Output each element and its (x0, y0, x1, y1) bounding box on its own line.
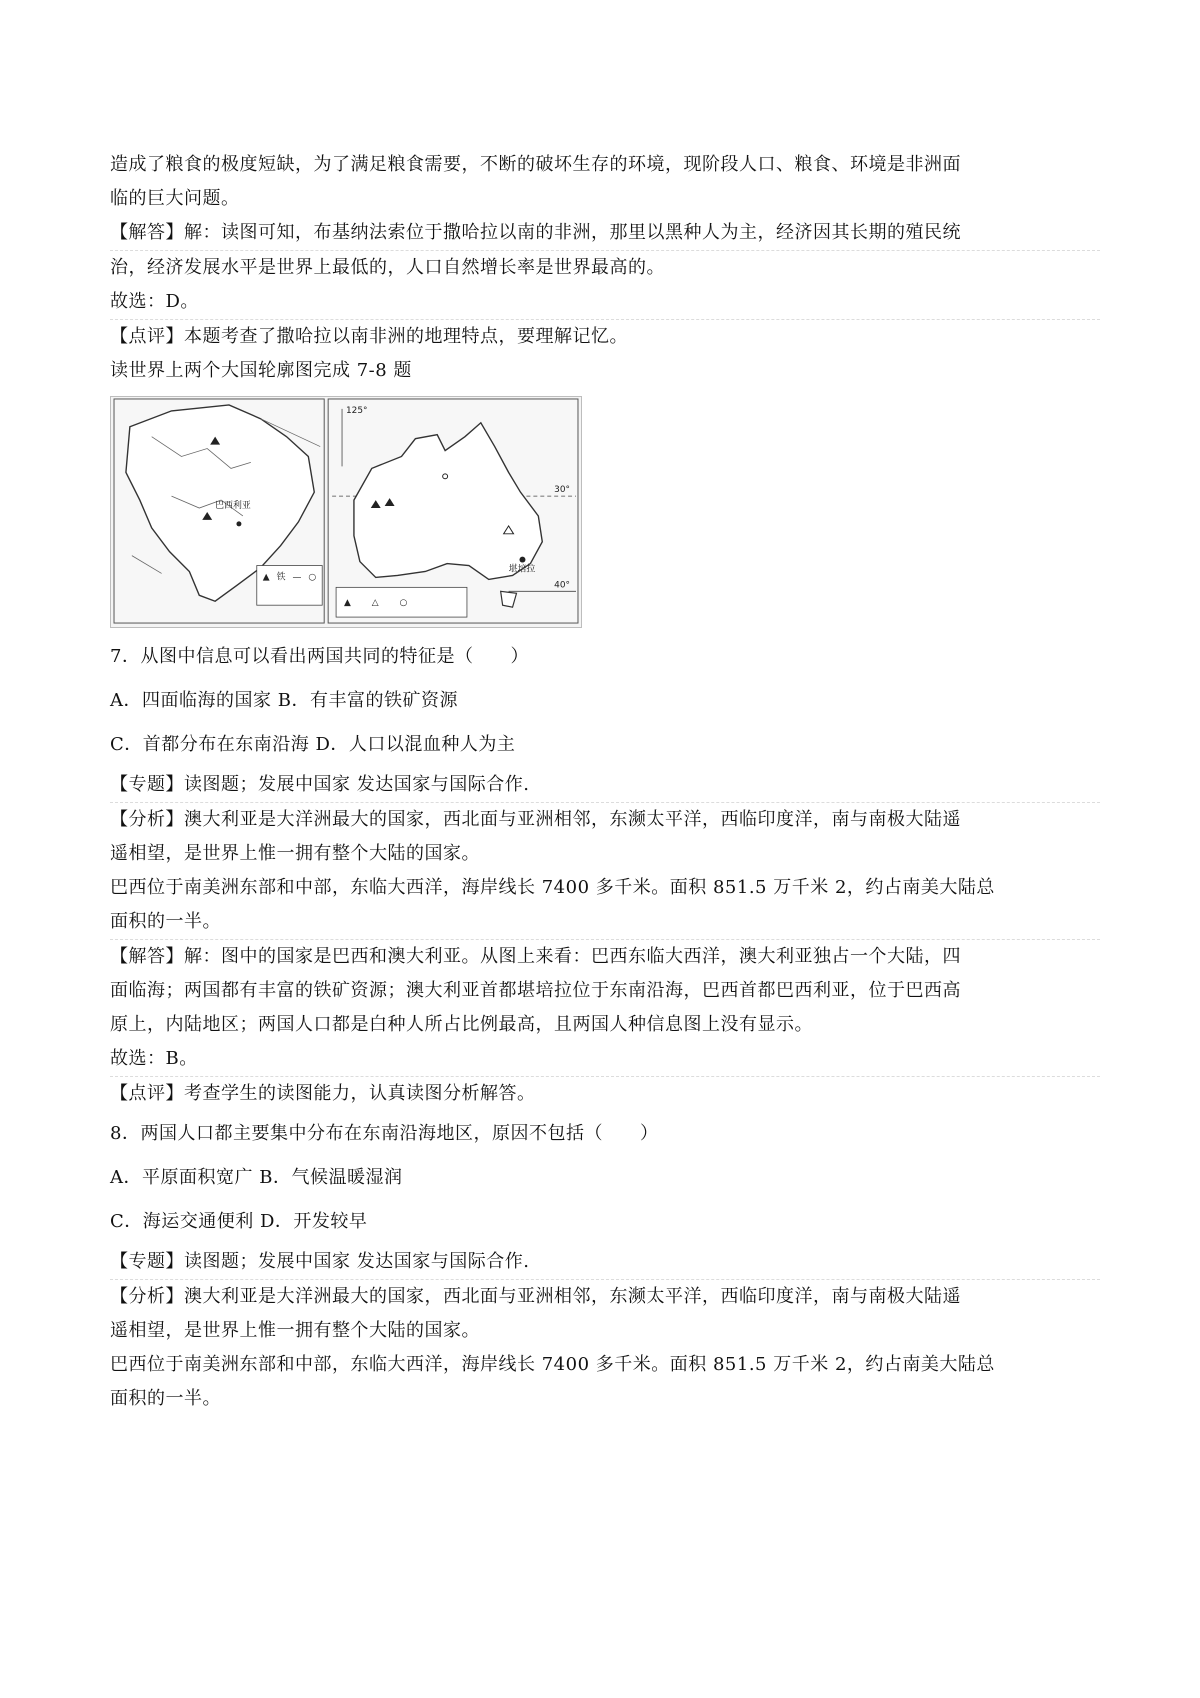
brazil-legend-city-symbol: ○ (308, 572, 317, 583)
question-7-answer: 原上，内陆地区；两国人口都是白种人所占比例最高，且两国人种信息图上没有显示。 (110, 1014, 813, 1035)
country-outline-maps (110, 396, 582, 628)
question-7-topic: 【专题】读图题；发展中国家 发达国家与国际合作. (110, 768, 1100, 803)
question-8-analysis: 面积的一半。 (110, 1388, 221, 1409)
question-7-comment: 【点评】考查学生的读图能力，认真读图分析解答。 (110, 1083, 536, 1104)
question-7-stem: 7．从图中信息可以看出两国共同的特征是（ ） (110, 646, 529, 667)
latitude-30-label: 30° (554, 485, 570, 496)
question-8-analysis: 【分析】澳大利亚是大洋洲最大的国家，西北面与亚洲相邻，东濒太平洋，西临印度洋，南与南极大陆遥 (110, 1286, 961, 1307)
comment-line: 【点评】本题考查了撒哈拉以南非洲的地理特点，要理解记忆。 (110, 326, 628, 347)
question-8-analysis: 巴西位于南美洲东部和中部，东临大西洋，海岸线长 7400 多千米。面积 851.5 万千米 2，约占南美大陆总 (110, 1354, 995, 1375)
latitude-40-label: 40° (554, 580, 570, 591)
question-7-answer: 【解答】解：图中的国家是巴西和澳大利亚。从图上来看：巴西东临大西洋，澳大利亚独占一个大陆，四 (110, 946, 961, 967)
choice-line: 故选：D。 (110, 285, 1100, 320)
brazil-capital-label: 巴西利亚 (215, 501, 251, 512)
answer-line: 治，经济发展水平是世界上最低的，人口自然增长率是世界最高的。 (110, 257, 665, 278)
question-7-analysis: 【分析】澳大利亚是大洋洲最大的国家，西北面与亚洲相邻，东濒太平洋，西临印度洋，南与南极大陆遥 (110, 809, 961, 830)
question-7-choice: 故选：B。 (110, 1042, 1100, 1077)
brazil-legend-iron-label: 铁 (276, 572, 286, 583)
question-7-analysis: 遥相望，是世界上惟一拥有整个大陆的国家。 (110, 843, 480, 864)
brazil-legend-line-symbol: — (292, 572, 302, 583)
question-8-stem: 8．两国人口都主要集中分布在东南沿海地区，原因不包括（ ） (110, 1123, 659, 1144)
question-7-analysis: 面积的一半。 (110, 905, 1100, 940)
brazil-map (114, 399, 324, 623)
australia-capital-label: 堪培拉 (508, 564, 536, 575)
australia-legend-city-symbol: ○ (399, 598, 408, 609)
australia-legend-resource-symbol: △ (371, 598, 379, 609)
answer-line: 【解答】解：读图可知，布基纳法索位于撒哈拉以南的非洲，那里以黑种人为主，经济因其长期的殖民统 (110, 216, 1100, 251)
australia-legend-mine-symbol: ▲ (344, 598, 351, 609)
australia-map (328, 399, 578, 623)
question-8-options-ab: A．平原面积宽广 B．气候温暖湿润 (110, 1167, 403, 1188)
question-7-options-cd: C．首都分布在东南沿海 D．人口以混血种人为主 (110, 734, 516, 755)
longitude-label: 125° (346, 405, 368, 416)
question-7-answer: 面临海；两国都有丰富的铁矿资源；澳大利亚首都堪培拉位于东南沿海，巴西首都巴西利亚，位于巴西高 (110, 980, 961, 1001)
question-8-options-cd: C．海运交通便利 D．开发较早 (110, 1211, 368, 1232)
question-8-topic: 【专题】读图题；发展中国家 发达国家与国际合作. (110, 1245, 1100, 1280)
instruction-line: 读世界上两个大国轮廓图完成 7-8 题 (110, 360, 412, 381)
text-line: 临的巨大问题。 (110, 188, 240, 209)
text-line: 造成了粮食的极度短缺，为了满足粮食需要，不断的破坏生存的环境，现阶段人口、粮食、环境是非洲面 (110, 154, 961, 175)
document-content (110, 148, 1100, 1416)
question-7-analysis: 巴西位于南美洲东部和中部，东临大西洋，海岸线长 7400 多千米。面积 851.5 万千米 2，约占南美大陆总 (110, 877, 995, 898)
question-7-options-ab: A．四面临海的国家 B．有丰富的铁矿资源 (110, 690, 458, 711)
question-8-analysis: 遥相望，是世界上惟一拥有整个大陆的国家。 (110, 1320, 480, 1341)
brazil-legend-mine-symbol: ▲ (262, 572, 270, 583)
